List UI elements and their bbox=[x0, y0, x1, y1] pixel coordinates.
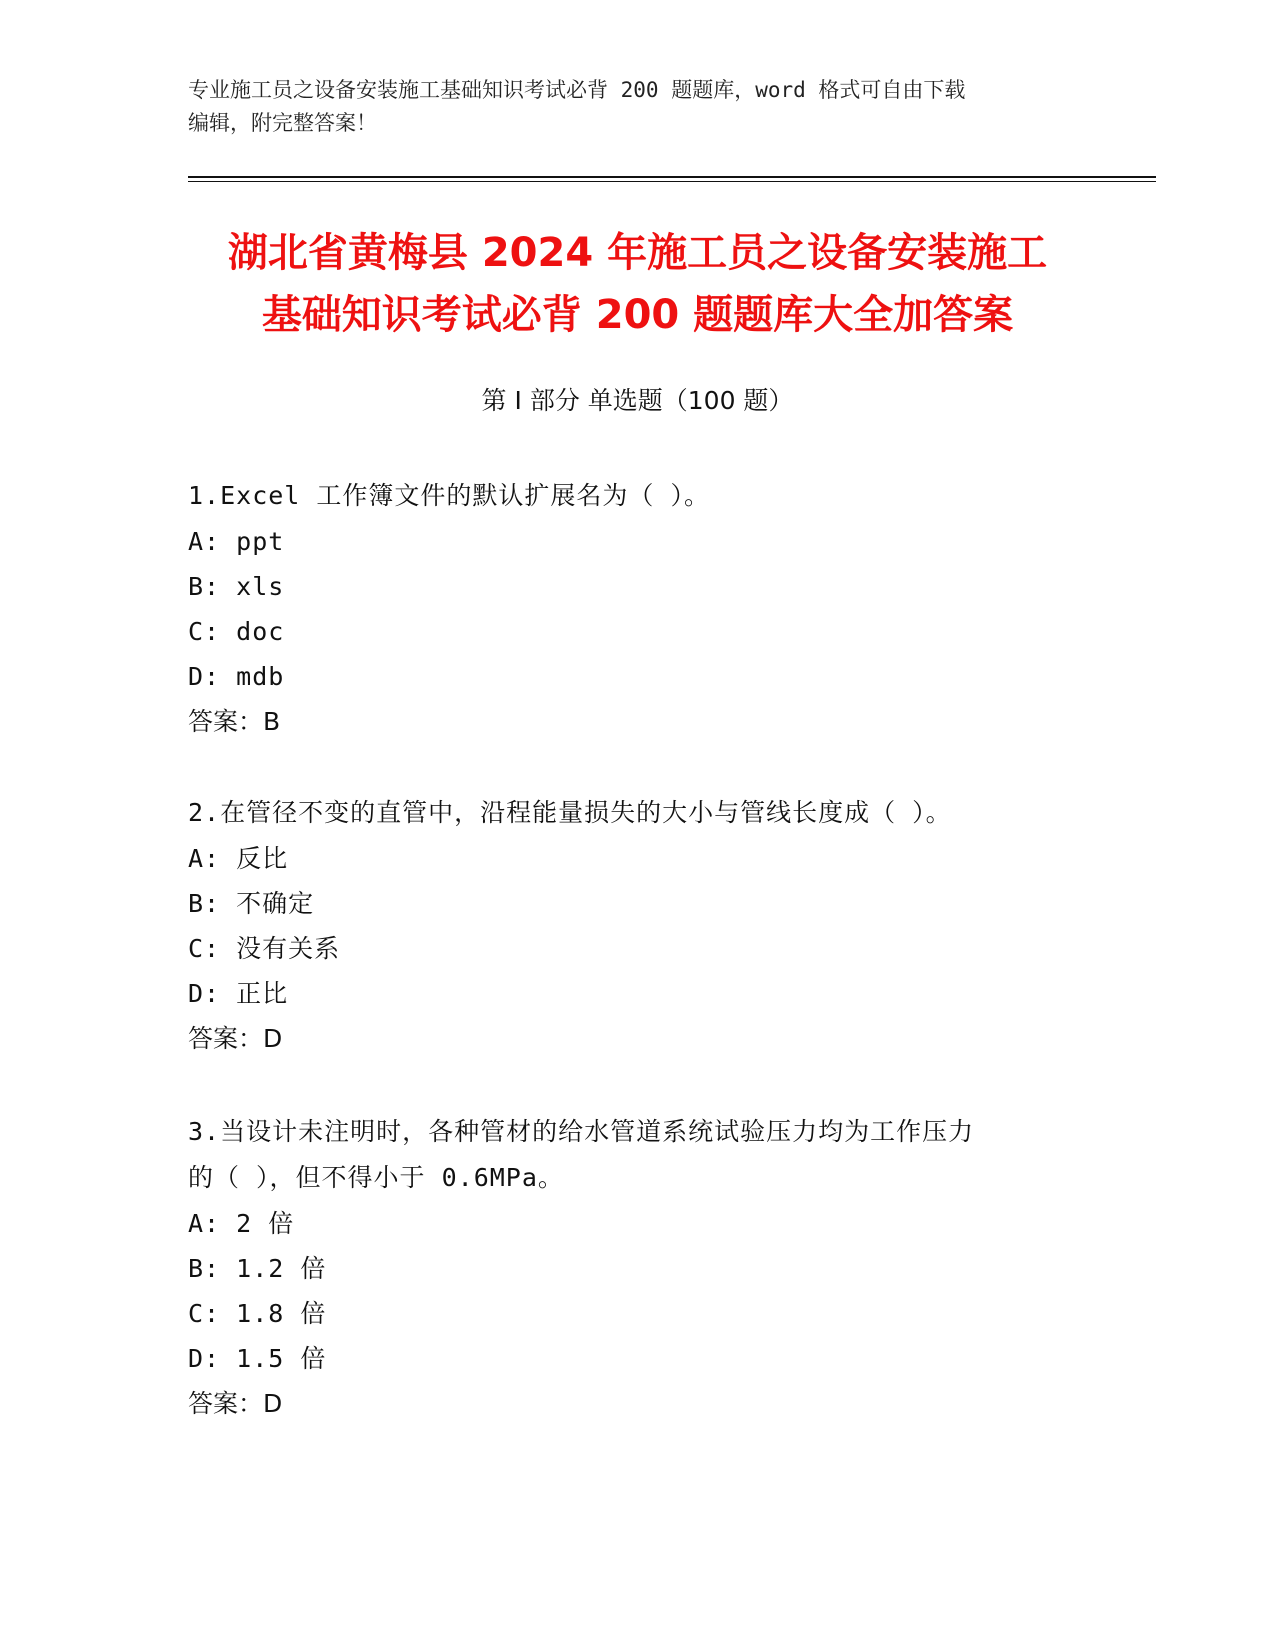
section-heading: 第 I 部分 单选题（100 题） bbox=[481, 386, 794, 415]
option-a: A: 2 倍 bbox=[188, 1209, 295, 1238]
option-d: D: 正比 bbox=[188, 979, 289, 1008]
option-d: D: 1.5 倍 bbox=[188, 1344, 327, 1373]
option-c: C: doc bbox=[188, 617, 285, 646]
option-c: C: 1.8 倍 bbox=[188, 1299, 327, 1328]
document-title-line-2: 基础知识考试必背 200 题题库大全加答案 bbox=[261, 292, 1014, 338]
header-note bbox=[188, 74, 1088, 140]
document-title-line-1: 湖北省黄梅县 2024 年施工员之设备安装施工 bbox=[227, 230, 1048, 276]
question-1 bbox=[188, 473, 1088, 745]
option-b: B: xls bbox=[188, 572, 285, 601]
question-3 bbox=[188, 1109, 1088, 1427]
option-d: D: mdb bbox=[188, 662, 285, 691]
option-b: B: 不确定 bbox=[188, 889, 315, 918]
question-stem: 2.在管径不变的直管中，沿程能量损失的大小与管线长度成（ ）。 bbox=[188, 798, 952, 827]
header-note-line-1: 专业施工员之设备安装施工基础知识考试必背 200 题题库，word 格式可自由下载 bbox=[188, 78, 966, 102]
option-a: A: ppt bbox=[188, 527, 285, 556]
question-stem-line-2: 的（ ），但不得小于 0.6MPa。 bbox=[188, 1163, 564, 1192]
header-divider-thick bbox=[188, 176, 1156, 178]
document-title bbox=[150, 222, 1125, 346]
question-stem-line-1: 3.当设计未注明时，各种管材的给水管道系统试验压力均为工作压力 bbox=[188, 1117, 975, 1146]
header-divider-thin bbox=[188, 181, 1156, 182]
question-stem: 1.Excel 工作簿文件的默认扩展名为（ ）。 bbox=[188, 481, 710, 510]
answer: 答案：D bbox=[188, 1024, 283, 1053]
header-note-line-2: 编辑，附完整答案！ bbox=[188, 111, 377, 135]
answer: 答案：D bbox=[188, 1389, 283, 1418]
answer: 答案：B bbox=[188, 707, 281, 736]
question-2 bbox=[188, 790, 1088, 1062]
option-b: B: 1.2 倍 bbox=[188, 1254, 327, 1283]
option-c: C: 没有关系 bbox=[188, 934, 341, 963]
option-a: A: 反比 bbox=[188, 844, 289, 873]
